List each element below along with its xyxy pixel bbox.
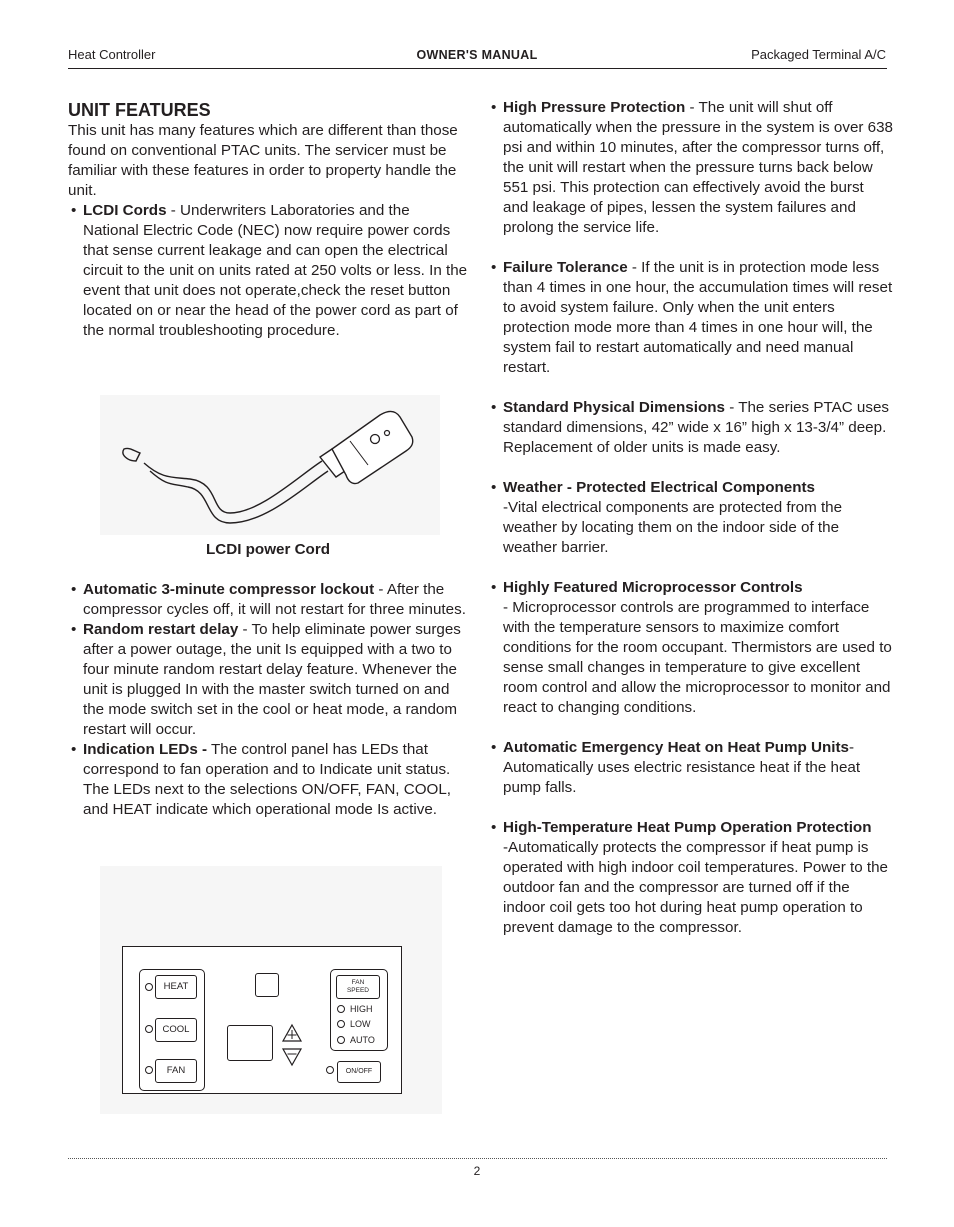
- bullet-text: - Underwriters Laboratories and the National Electric Code (NEC) now require power cords that sense current leakage and can open the electrical circuit to the unit on units rated at 250 volts or less. In the event that unit does not operate,check the reset button located on or near the head of the power cord as part of the normal troubleshooting procedure.: [83, 202, 468, 339]
- auto-label: AUTO: [350, 1035, 375, 1045]
- heat-button: HEAT: [155, 975, 197, 999]
- bullet-weather: • Weather - Protected Electrical Components -Vital electrical components are protected from the weather by locating them on the indoor side of the weather barrier.: [488, 478, 893, 558]
- bullet-high-temp-protection: • High-Temperature Heat Pump Operation Protection -Automatically protects the compressor if heat pump is operated with high indoor coil temperatures. Power to the outdoor fan and the compressor are turned off if the indoor coil gets too hot during heat pump operation to prevent damage to the compressor.: [488, 818, 893, 938]
- intro-paragraph: This unit has many features which are different than those found on conventional PTAC units. The servicer must be familiar with these features in order to property handle the unit.: [68, 122, 458, 199]
- power-cord-icon: [100, 395, 440, 535]
- section-title: UNIT FEATURES: [68, 100, 211, 120]
- bullet-high-pressure: • High Pressure Protection - The unit will shut off automatically when the pressure in the system is over 638 psi and within 10 minutes, after the compressor turns off, the unit will restart when the pressure turns back below 551 psi. This protection can effectively avoid the burst and leakage of pipes, lessen the system failures and prolong the service life.: [491, 99, 894, 236]
- bullet-text: - The series PTAC uses standard dimensions, 42” wide x 16” high x 13-3/4” deep.: [503, 399, 890, 436]
- auto-led: [337, 1036, 345, 1044]
- fan-led: [145, 1066, 153, 1074]
- page-number: 2: [473, 1164, 481, 1178]
- bullet-heading: Indication LEDs -: [83, 741, 208, 758]
- bullet-heading: High Pressure Protection: [503, 99, 686, 116]
- bullet-heading: Random restart delay: [83, 621, 239, 638]
- bullet-lcdi-cords: • LCDI Cords - Underwriters Laboratories and the National Electric Code (NEC) now require power cords that sense current leakage and can open the electrical circuit to the unit on units rated at 250 volts or less. In the event that unit does not operate,check the reset button located on or near the head of the power cord as part of the normal troubleshooting procedure.: [71, 202, 468, 339]
- plus-arrow-up-icon: [281, 1023, 303, 1067]
- header-right: Packaged Terminal A/C: [751, 47, 886, 62]
- fan-speed-label-2: SPEED: [346, 987, 370, 994]
- left-column-top: [68, 99, 468, 341]
- cool-button: COOL: [155, 1018, 197, 1042]
- high-label: HIGH: [350, 1004, 373, 1014]
- bullet-random-restart: • Random restart delay - To help eliminate power surges after a power outage, the unit Is equipped with a two to four minute random restart delay feature. Whenever the unit is plugged In with the master switch turned on and the mode switch set in the cool or heat mode, a random restart will occur.: [71, 621, 461, 738]
- bullet-heading: Highly Featured Microprocessor Controls: [503, 579, 803, 596]
- header-title: OWNER'S MANUAL: [416, 48, 538, 62]
- bullet-heading: LCDI Cords: [83, 202, 167, 219]
- temperature-display: [227, 1025, 273, 1061]
- bullet-compressor-lockout: • Automatic 3-minute compressor lockout - After the compressor cycles off, it will not restart for three minutes.: [71, 581, 466, 618]
- fan-speed-label-1: FAN: [351, 979, 365, 986]
- bullet-heading: High-Temperature Heat Pump Operation Protection: [503, 819, 872, 836]
- low-led: [337, 1020, 345, 1028]
- bullet-heading: Automatic 3-minute compressor lockout: [83, 581, 375, 598]
- bullet-text: -Automatically protects the compressor if heat pump is operated with high indoor coil temperatures. Power to the outdoor fan and the compressor are turned off if the indoor coil gets too hot during heat pump operation to prevent damage to the compressor.: [503, 839, 888, 936]
- lcdi-cord-figure: [100, 395, 440, 535]
- bullet-heading: Automatic Emergency Heat on Heat Pump Units: [503, 739, 850, 756]
- bullet-text: - Microprocessor controls are programmed to interface with the temperature sensors to maximize comfort conditions for the room occupant. Thermistors are used to sense small changes in temperature to give excellent room control and allow the microprocessor to monitor and react to changing conditions.: [503, 599, 892, 716]
- bullet-text: - If the unit is in protection mode less than 4 times in one hour, the accumulation times will reset to avoid system failure. Only when the unit enters protection mode more than 4 times in one hour will, the system fail to restart automatically and need manual restart.: [503, 259, 893, 376]
- header-left: Heat Controller: [68, 47, 156, 62]
- onoff-button: ON/OFF: [337, 1061, 381, 1083]
- low-label: LOW: [350, 1019, 371, 1029]
- onoff-led: [326, 1066, 334, 1074]
- control-panel-diagram: [122, 946, 402, 1094]
- bullet-heading: Failure Tolerance: [503, 259, 628, 276]
- header-divider: [68, 68, 887, 69]
- bullet-text: -Automatically uses electric resistance heat if the heat pump falls.: [503, 739, 861, 796]
- heat-led: [145, 983, 153, 991]
- bullet-heading: Standard Physical Dimensions: [503, 399, 725, 416]
- display-indicator-square: [255, 973, 279, 997]
- footer-divider: [68, 1158, 887, 1159]
- bullet-text: - The unit will shut off automatically when the pressure in the system is over 638 psi and within 10 minutes, after the compressor turns off, the unit will restart when the pressure turns back below 551 psi. This protection can effectively avoid the burst and leakage of pipes, lessen the system failures and prolong the service life.: [503, 99, 894, 236]
- cool-led: [145, 1025, 153, 1033]
- bullet-emergency-heat: • Automatic Emergency Heat on Heat Pump Units-Automatically uses electric resistance heat if the heat pump falls.: [491, 739, 861, 796]
- bullet-text: -Vital electrical components are protected from the weather by locating them on the indoor side of the weather barrier.: [503, 499, 843, 556]
- bullet-text: - After the compressor cycles off, it will not restart for three minutes.: [83, 581, 466, 618]
- bullet-text: The control panel has LEDs that correspond to fan operation and to Indicate unit status. The LEDs next to the selections ON/OFF, FAN, COOL, and HEAT indicate which operational mode Is active.: [83, 741, 452, 818]
- bullet-failure-tolerance: • Failure Tolerance - If the unit is in protection mode less than 4 times in one hour, the accumulation times will reset to avoid system failure. Only when the unit enters protection mode more than 4 times in one hour will, the system fail to restart automatically and need manual restart.: [491, 259, 893, 376]
- high-led: [337, 1005, 345, 1013]
- left-column-bottom: [68, 580, 468, 820]
- bullet-text: - To help eliminate power surges after a power outage, the unit Is equipped with a two to four minute random restart delay feature. Whenever the unit is plugged In with the master switch turned on and the mode switch set in the cool or heat mode, a random restart will occur.: [83, 621, 461, 738]
- figure-caption: LCDI power Cord: [205, 541, 331, 558]
- bullet-microprocessor: • Highly Featured Microprocessor Controls - Microprocessor controls are programmed to interface with the temperature sensors to maximize comfort conditions for the room occupant. Thermistors are used to sense small changes in temperature to give excellent room control and allow the microprocessor to monitor and react to changing conditions.: [491, 579, 892, 716]
- fan-speed-button: [336, 975, 380, 999]
- right-column: [488, 98, 893, 938]
- bullet-indication-leds: • Indication LEDs - The control panel has LEDs that correspond to fan operation and to Indicate unit status. The LEDs next to the selections ON/OFF, FAN, COOL, and HEAT indicate which operational mode Is active.: [71, 741, 452, 818]
- fan-button: FAN: [155, 1059, 197, 1083]
- bullet-heading: Weather - Protected Electrical Components: [503, 479, 815, 496]
- bullet-dimensions: • Standard Physical Dimensions - The series PTAC uses standard dimensions, 42” wide x 16” high x 13-3/4” deep. Replacement of older units is made easy.: [488, 398, 893, 458]
- bullet-extra: Replacement of older units is made easy.: [503, 439, 781, 456]
